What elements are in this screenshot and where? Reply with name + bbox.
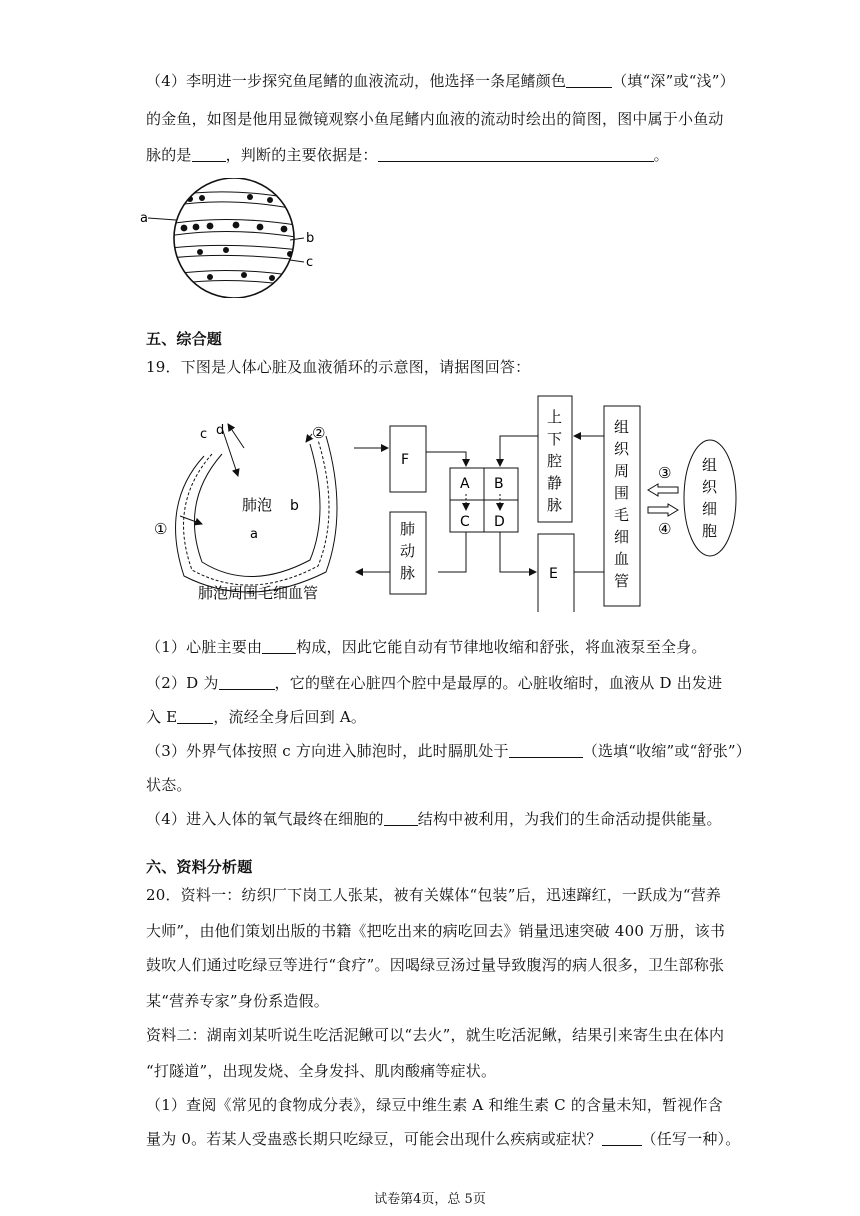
tc-char-4: 围 — [614, 484, 630, 502]
alv-label-b: b — [290, 498, 299, 514]
q20-para-1: 20．资料一：纺织厂下岗工人张某，被有关媒体“包装”后，迅速蹿红，一跃成为“营养 — [146, 886, 722, 904]
q18-4-line1 — [146, 70, 735, 91]
q19-4-text-b: 结构中被利用，为我们的生命活动提供能量。 — [417, 810, 722, 828]
q20-para-6: “打隧道”，出现发烧、全身发抖、肌肉酸痛等症状。 — [146, 1062, 497, 1080]
heart-A: A — [460, 476, 470, 492]
q19-2-cont — [146, 706, 366, 727]
q19-2 — [146, 672, 722, 693]
q19-1-text-a: （1）心脏主要由 — [146, 638, 263, 656]
cell-char-3: 细 — [702, 500, 718, 518]
answer-blank-q19-4[interactable] — [384, 811, 418, 826]
capillary-caption: 肺泡周围毛细血管 — [198, 584, 319, 602]
answer-blank-color[interactable] — [566, 73, 612, 88]
heart-C: C — [460, 514, 470, 530]
q19-3-text-b: （选填“收缩”或“舒张”） — [582, 742, 751, 760]
answer-blank-q20-1[interactable] — [602, 1131, 642, 1146]
heart-circulation-diagram — [140, 392, 740, 612]
q18-4-text-b: （填“深”或“浅”） — [612, 72, 735, 90]
q18-4-line2: 的金鱼，如图是他用显微镜观察小鱼尾鳍内血液的流动时绘出的简图，图中属于小鱼动 — [146, 110, 724, 128]
tc-char-6: 细 — [614, 528, 630, 546]
q20-para-4: 某“营养专家”身份系造假。 — [146, 992, 329, 1010]
cell-char-1: 组 — [702, 456, 718, 474]
q19-2-text-d: ，流经全身后回到 A。 — [213, 708, 367, 726]
answer-blank-q19-2b[interactable] — [177, 709, 213, 724]
tc-char-7: 血 — [614, 550, 630, 568]
fish-tail-blood-flow-figure — [140, 178, 330, 298]
cell-char-2: 织 — [702, 478, 718, 496]
q19-3-text-a: （3）外界气体按照 c 方向进入肺泡时，此时膈肌处于 — [146, 742, 509, 760]
tc-char-5: 毛 — [614, 506, 630, 524]
q19-1-text-b: 构成，因此它能自动有节律地收缩和舒张，将血液泵至全身。 — [296, 638, 707, 656]
q19-3-cont: 状态。 — [146, 776, 192, 794]
cell-char-4: 胞 — [702, 522, 718, 540]
q18-4-text-a: （4）李明进一步探究鱼尾鳍的血液流动，他选择一条尾鳍颜色 — [146, 72, 567, 90]
box-E: E — [549, 566, 558, 582]
fish-label-c: c — [306, 255, 314, 270]
section6-title: 六、资料分析题 — [146, 858, 253, 876]
q20-text-b: （任写一种）。 — [641, 1130, 741, 1148]
vc-char-1: 上 — [547, 408, 563, 426]
fish-label-b: b — [306, 231, 315, 246]
alv-label-c: c — [200, 427, 208, 442]
vc-char-2: 下 — [547, 430, 563, 448]
label-circle-3: ③ — [658, 464, 672, 482]
q20-text-a: 量为 0。若某人受蛊惑长期只吃绿豆，可能会出现什么疾病或症状？ — [146, 1130, 602, 1148]
q19-2-text-c: 入 E — [146, 708, 178, 726]
pa-char-1: 肺 — [400, 520, 416, 538]
q19-intro: 19．下图是人体心脏及血液循环的示意图，请据图回答： — [146, 358, 531, 376]
q19-2-text-a: （2）D 为 — [146, 674, 219, 692]
tc-char-3: 周 — [614, 462, 630, 480]
q20-para-8 — [146, 1128, 740, 1149]
tc-char-2: 织 — [614, 440, 630, 458]
q20-para-5: 资料二：湖南刘某听说生吃活泥鳅可以“去火”，就生吃活泥鳅，结果引来寄生虫在体内 — [146, 1026, 725, 1044]
heart-B: B — [494, 476, 504, 492]
vc-char-4: 静 — [547, 474, 563, 492]
answer-blank-q19-1[interactable] — [262, 639, 296, 654]
q19-1 — [146, 636, 707, 657]
q20-para-7: （1）查阅《常见的食物成分表》，绿豆中维生素 A 和维生素 C 的含量未知，暂视作含 — [146, 1096, 723, 1114]
q18-4-line3 — [146, 144, 669, 165]
q19-3 — [146, 740, 751, 761]
q18-4-text-e: 。 — [653, 146, 669, 164]
vc-char-5: 脉 — [547, 496, 563, 514]
answer-blank-basis[interactable] — [378, 147, 654, 162]
q18-4-text-d: ，判断的主要依据是： — [225, 146, 378, 164]
heart-D: D — [494, 514, 505, 530]
answer-blank-artery[interactable] — [192, 147, 226, 162]
alv-label-a: a — [250, 527, 258, 542]
page-footer: 试卷第4页，总 5页 — [374, 1192, 486, 1207]
q19-4 — [146, 808, 722, 829]
q19-4-text-a: （4）进入人体的氧气最终在细胞的 — [146, 810, 384, 828]
fish-label-a: a — [140, 211, 148, 226]
pa-char-3: 脉 — [400, 564, 416, 582]
answer-blank-q19-3[interactable] — [509, 743, 583, 758]
alv-label-d: d — [216, 423, 225, 438]
alveolus-label: 肺泡 — [242, 496, 273, 514]
answer-blank-q19-2a[interactable] — [219, 675, 275, 690]
vc-char-3: 腔 — [547, 452, 563, 470]
label-circle-1: ① — [154, 520, 168, 538]
q18-4-text-c: 脉的是 — [146, 146, 192, 164]
label-circle-4: ④ — [658, 520, 672, 538]
q19-2-text-b: ，它的壁在心脏四个腔中是最厚的。心脏收缩时，血液从 D 出发进 — [274, 674, 723, 692]
box-F: F — [401, 452, 410, 468]
q20-para-3: 鼓吹人们通过吃绿豆等进行“食疗”。因喝绿豆汤过量导致腹泻的病人很多，卫生部称张 — [146, 956, 725, 974]
tc-char-1: 组 — [614, 418, 630, 436]
pa-char-2: 动 — [400, 542, 416, 560]
section5-title: 五、综合题 — [146, 330, 223, 348]
label-circle-2: ② — [312, 424, 326, 442]
tc-char-8: 管 — [614, 572, 630, 590]
q20-para-2: 大师”，由他们策划出版的书籍《把吃出来的病吃回去》销量迅速突破 400 万册，该书 — [146, 922, 726, 940]
